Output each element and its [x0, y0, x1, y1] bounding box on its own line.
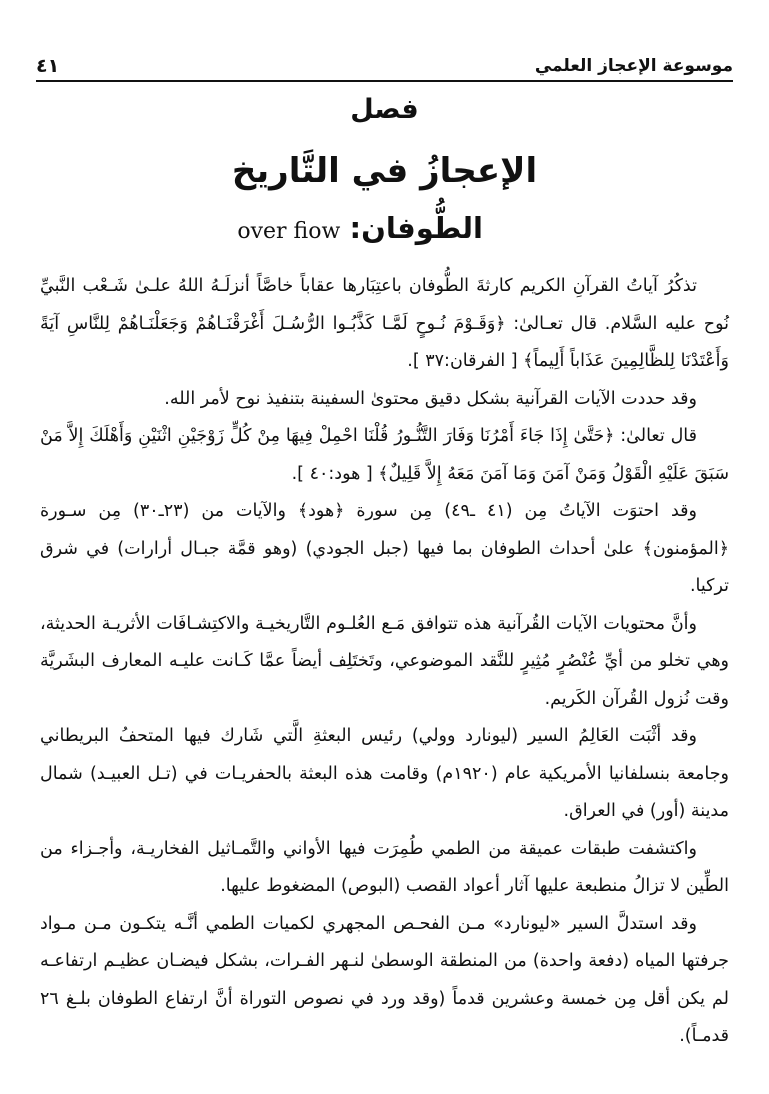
subtitle-english: over fiow — [237, 219, 341, 244]
page-number: ٤١ — [36, 55, 60, 77]
chapter-label: فصل — [350, 94, 419, 125]
paragraph-microscopic-analysis: وقد استدلَّ السير «ليونارد» مـن الفحـص المجهري لكميات الطمي أنَّـه يتكـون مـن مـواد جرفتها المياه (دفعة واحدة) من المنطقة الوسطىٰ لنـهر الفـرات، بشكل فيضـان عظيـم ارتفاعـه لم يكن أقل مِن خمسة وعشرين قدماً (وقد ورد في نصوص التوراة أنَّ ارتفاع الطوفان بلـغ ٢٦ قدمـاً). — [40, 913, 729, 1046]
paragraph-historical-agreement: وأنَّ محتويات الآيات القُرآنية هذه تتوافق مَـع العُلـوم التَّاريخيـة والاكتِشـافَات الأثريـة الحديثة، وهي تخلو من أيِّ عُنْصُرٍ مُثِيرٍ للنَّقد الموضوعي، وتَختَلِف أيضاً عمَّا كَـانت عليـه المعارف البشَريَّة وقت نُزول القُرآن الكَريم. — [40, 613, 729, 709]
paragraph-ark-contents: وقد حددت الآيات القرآنية بشكل دقيق محتوىٰ السفينة بتنفيذ نوح لأمر الله. — [164, 388, 697, 409]
running-title: موسوعة الإعجاز العلمي — [534, 56, 733, 76]
header-rule — [36, 80, 733, 82]
paragraph-hud-verse: قال تعالىٰ: ﴿حَتَّىٰ إِذَا جَاءَ أَمْرُنَا وَفَارَ التَّنُّـورُ قُلْنَا احْمِلْ فِيهَا مِنْ كُلٍّ زَوْجَيْنِ اثْنَيْنِ وَأَهْلَكَ إِلاَّ مَنْ سَبَقَ عَلَيْهِ الْقَوْلُ وَمَنْ آمَنَ وَمَا آمَنَ مَعَهُ إِلاَّ قَلِيلٌ﴾ [ هود:٤٠ ]. — [40, 426, 729, 484]
subtitle — [237, 208, 483, 252]
paragraph-woolley-expedition: وقد أثْبَت العَالِمُ السير (ليونارد وولي) رئيس البعثةِ الَّتي شَارك فيها المتحفُ البريطاني وجامعة بنسلفانيا الأمريكية عام (١٩٢٠م) وقامت هذه البعثة بالحفريـات في (تـل العبيـد) شمال مدينة (أور) في العراق. — [40, 726, 730, 821]
paragraph-silt-layers: واكتشفت طبقات عميقة من الطمي طُمِرَت فيها الأواني والتَّمـاثيل الفخاريـة، وأجـزاء من الطِّين لا تزالُ منطبعة عليها آثار أعواد القصب (البوص) المضغوط عليها. — [40, 838, 729, 896]
running-header — [36, 44, 733, 78]
body-text — [40, 268, 729, 1056]
paragraph-verses-range: وقد احتوَت الآياتُ مِن (٤١ ـ٤٩) مِن سورة ﴿هود﴾ والآيات من (٢٣ـ٣٠) مِن سـورة ﴿المؤمنون﴾ علىٰ أحداث الطوفان بما فيها (جبل الجودي) (وهو قمَّة جبـال أرارات) في شرق تركيا. — [40, 501, 729, 596]
section-title: الإعجازُ في التَّاريخ — [231, 151, 538, 191]
paragraph-flood-intro: تذكُرُ آياتُ القرآنِ الكريم كارثةَ الطُّوفان باعتِبَارها عقاباً خاصَّاً أنزلَـهُ اللهُ علـىٰ شَـعْب النَّبيِّ نُوح عليه السَّلام. قال تعـالىٰ: ﴿وَقَـوْمَ نُـوحٍ لَمَّـا كَذَّبُـوا الرُّسُـلَ أَغْرَقْنَـاهُمْ وَجَعَلْنَـاهُمْ لِلنَّاسِ آيَةً وَأَعْتَدْنَا لِلظَّالِمِينَ عَذَاباً أَلِيماً﴾ [ الفرقان:٣٧ ]. — [40, 276, 729, 371]
subtitle-arabic: الطُّوفان: — [349, 211, 483, 245]
